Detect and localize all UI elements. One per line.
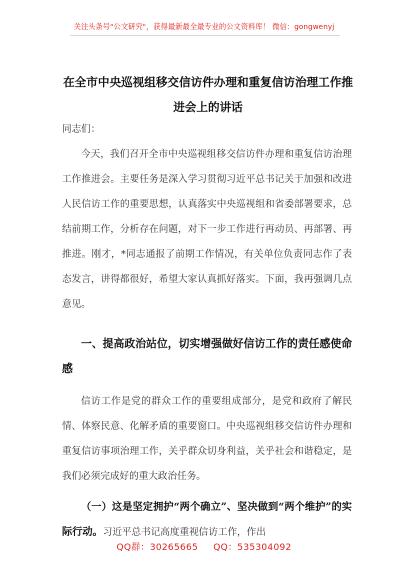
promo-header: 关注头条号"公文研究"，获得最新最全最专业的公文资料库！ 微信：gongwenyj [73,22,335,31]
qq-group: QQ群：30265665 [116,543,199,553]
document-title: 在全市中央巡视组移交信访件办理和重复信访治理工作推进会上的讲话 [63,75,353,114]
qq-number: QQ：535304092 [213,543,292,553]
header-divider [70,35,340,36]
intro-paragraph: 今天，我们召开全市中央巡视组移交信访件办理和重复信访治理工作推进会。主要任务是深入学习贯彻习近平总书记关于加强和改进人民信访工作的重要思想，认真落实中央巡视组和省委部署要求，总结前期工作，分析存在问题，对下一步工作进行再动员、再部署、再推进。刚才，*同志通报了前期工作情况，有关单位负责同志作了表态发言，讲得都很好，希望大家认真抓好落实。下面，我再强调几点意见。 [62,149,352,310]
subsection-1-text: 习近平总书记高度重视信访工作，作出 [102,527,266,538]
contact-footer [0,540,408,553]
document-body [62,117,352,545]
subsection-heading-1: （一）这是坚定拥护“两个确立”、坚决做到“两个维护”的实际行动。 [62,501,352,538]
salutation: 同志们： [62,124,101,135]
section-1-paragraph: 信访工作是党的群众工作的重要组成部分，是党和政府了解民情、体察民意、化解矛盾的重要窗口。中央巡视组移交信访件办理和重复信访事项治理工作，关乎群众切身利益，关乎社会和谐稳定，是我们必须完成好的重大政治任务。 [62,396,352,482]
section-heading-1: 一、提高政治站位，切实增强做好信访工作的责任感使命感 [62,337,352,375]
subsection-1-paragraph [62,495,352,545]
